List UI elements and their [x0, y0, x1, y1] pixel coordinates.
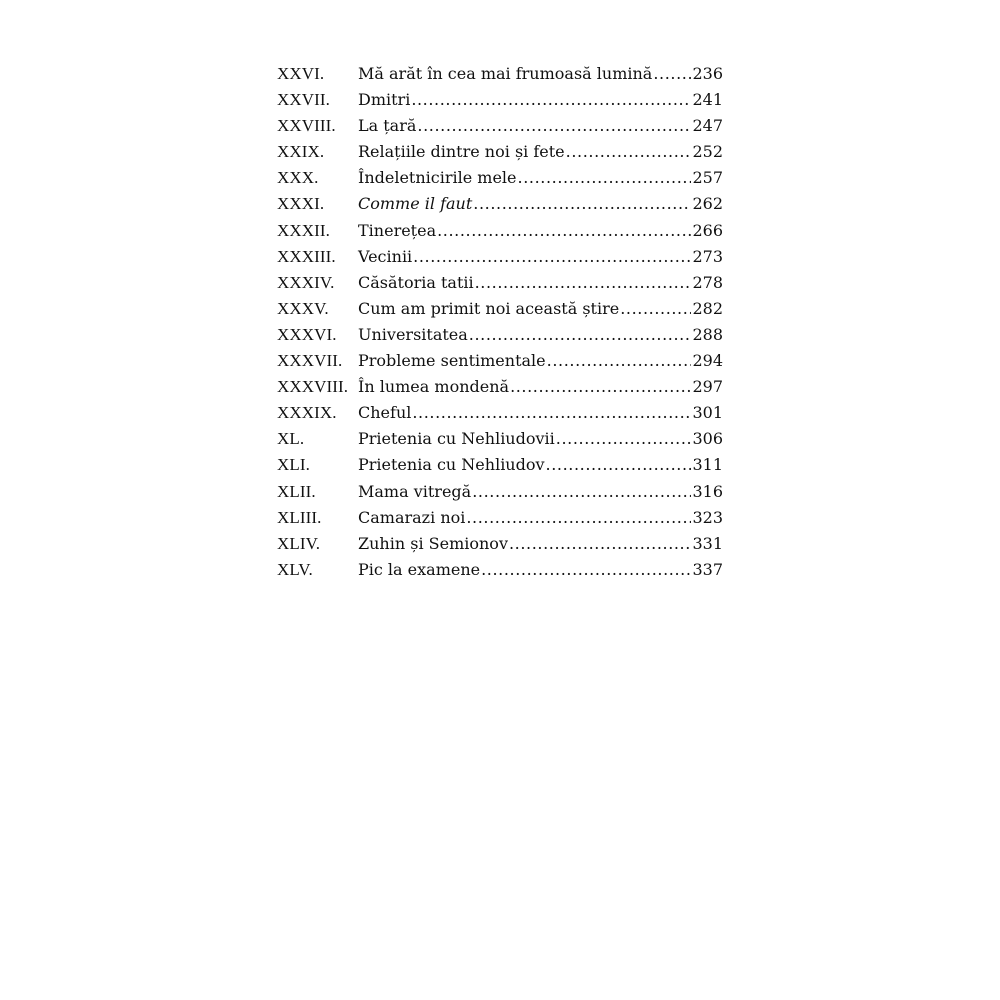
page-number: 282: [692, 298, 723, 318]
chapter-number: XXXVIII.: [277, 377, 349, 397]
chapter-title: În lumea mondenă: [358, 377, 510, 397]
toc-entry: [277, 426, 723, 452]
dot-leader: [413, 244, 691, 270]
chapter-number: XL.: [277, 429, 305, 449]
dot-leader: [437, 218, 691, 244]
chapter-number: XLIV.: [277, 533, 321, 553]
chapter-number: XXXIX.: [277, 403, 337, 423]
chapter-title: Mama vitregă: [358, 481, 472, 501]
chapter-title: La țară: [358, 116, 417, 136]
chapter-title: Camarazi noi: [358, 507, 466, 527]
chapter-number: XXXII.: [277, 220, 331, 240]
page-number: 297: [692, 377, 723, 397]
chapter-title: Prietenia cu Nehliudov: [358, 455, 545, 475]
chapter-title: Dmitri: [358, 90, 411, 110]
dot-leader: [466, 505, 691, 531]
toc-entry: [277, 557, 723, 583]
chapter-title: Îndeletnicirile mele: [358, 168, 517, 188]
dot-leader: [469, 322, 692, 348]
toc-entry: [277, 505, 723, 531]
dot-leader: [518, 165, 692, 191]
chapter-title: Vecinii: [358, 246, 413, 266]
chapter-title: Cum am primit noi această știre: [358, 298, 620, 318]
dot-leader: [472, 479, 691, 505]
chapter-number: XXIX.: [277, 142, 325, 162]
chapter-title: Relațiile dintre noi și fete: [358, 142, 565, 162]
page-number: 306: [692, 429, 723, 449]
page-number: 337: [692, 559, 723, 579]
chapter-title: Căsătoria tatii: [358, 272, 474, 292]
toc-entry: [277, 348, 723, 374]
toc-entry: [277, 374, 723, 400]
toc-entry: [277, 113, 723, 139]
dot-leader: [556, 426, 692, 452]
page-number: 262: [692, 194, 723, 214]
page-number: 311: [692, 455, 723, 475]
chapter-number: XXXVII.: [277, 351, 343, 371]
chapter-title: Cheful: [358, 403, 412, 423]
page-number: 241: [692, 90, 723, 110]
page-number: 247: [692, 116, 723, 136]
chapter-number: XXXV.: [277, 298, 329, 318]
dot-leader: [546, 452, 692, 478]
chapter-number: XXVII.: [277, 90, 331, 110]
dot-leader: [653, 61, 691, 87]
toc-entry: [277, 165, 723, 191]
chapter-number: XLII.: [277, 481, 316, 501]
page-number: 288: [692, 324, 723, 344]
page-number: 316: [692, 481, 723, 501]
toc-entry: [277, 191, 723, 217]
page-number: 252: [692, 142, 723, 162]
dot-leader: [475, 270, 692, 296]
chapter-title: Zuhin și Semionov: [358, 533, 508, 553]
toc-entry: [277, 139, 723, 165]
dot-leader: [411, 87, 691, 113]
chapter-number: XXX.: [277, 168, 319, 188]
chapter-title: Prietenia cu Nehliudovii: [358, 429, 555, 449]
dot-leader: [412, 400, 691, 426]
chapter-number: XXXIV.: [277, 272, 335, 292]
toc-entry: [277, 87, 723, 113]
page-number: 331: [692, 533, 723, 553]
chapter-number: XXXI.: [277, 194, 325, 214]
page-number: 257: [692, 168, 723, 188]
toc-entry: [277, 61, 723, 87]
chapter-number: XXXVI.: [277, 324, 337, 344]
toc-entry: [277, 296, 723, 322]
chapter-title: Universitatea: [358, 324, 468, 344]
toc-entry: [277, 452, 723, 478]
chapter-title: Comme il faut: [358, 194, 473, 214]
dot-leader: [620, 296, 691, 322]
page-number: 278: [692, 272, 723, 292]
page-number: 323: [692, 507, 723, 527]
toc-entry: [277, 244, 723, 270]
dot-leader: [510, 374, 691, 400]
dot-leader: [473, 191, 691, 217]
page-number: 294: [692, 351, 723, 371]
chapter-number: XXVIII.: [277, 116, 336, 136]
dot-leader: [481, 557, 691, 583]
toc-entry: [277, 218, 723, 244]
chapter-number: XLV.: [277, 559, 313, 579]
dot-leader: [509, 531, 691, 557]
page-number: 266: [692, 220, 723, 240]
chapter-number: XXXIII.: [277, 246, 336, 266]
page-number: 301: [692, 403, 723, 423]
chapter-title: Mă arăt în cea mai frumoasă lumină: [358, 64, 653, 83]
chapter-title: Tinerețea: [358, 220, 437, 240]
chapter-number: XXVI.: [277, 64, 325, 83]
dot-leader: [547, 348, 692, 374]
chapter-title: Pic la examene: [358, 559, 481, 579]
toc-entry: [277, 322, 723, 348]
dot-leader: [417, 113, 691, 139]
toc-entry: [277, 400, 723, 426]
table-of-contents: [277, 61, 723, 583]
chapter-number: XLI.: [277, 455, 310, 475]
dot-leader: [566, 139, 692, 165]
page-number: 273: [692, 246, 723, 266]
page-number: 236: [692, 64, 723, 83]
toc-entry: [277, 531, 723, 557]
toc-entry: [277, 270, 723, 296]
toc-entry: [277, 479, 723, 505]
chapter-number: XLIII.: [277, 507, 322, 527]
chapter-title: Probleme sentimentale: [358, 351, 546, 371]
